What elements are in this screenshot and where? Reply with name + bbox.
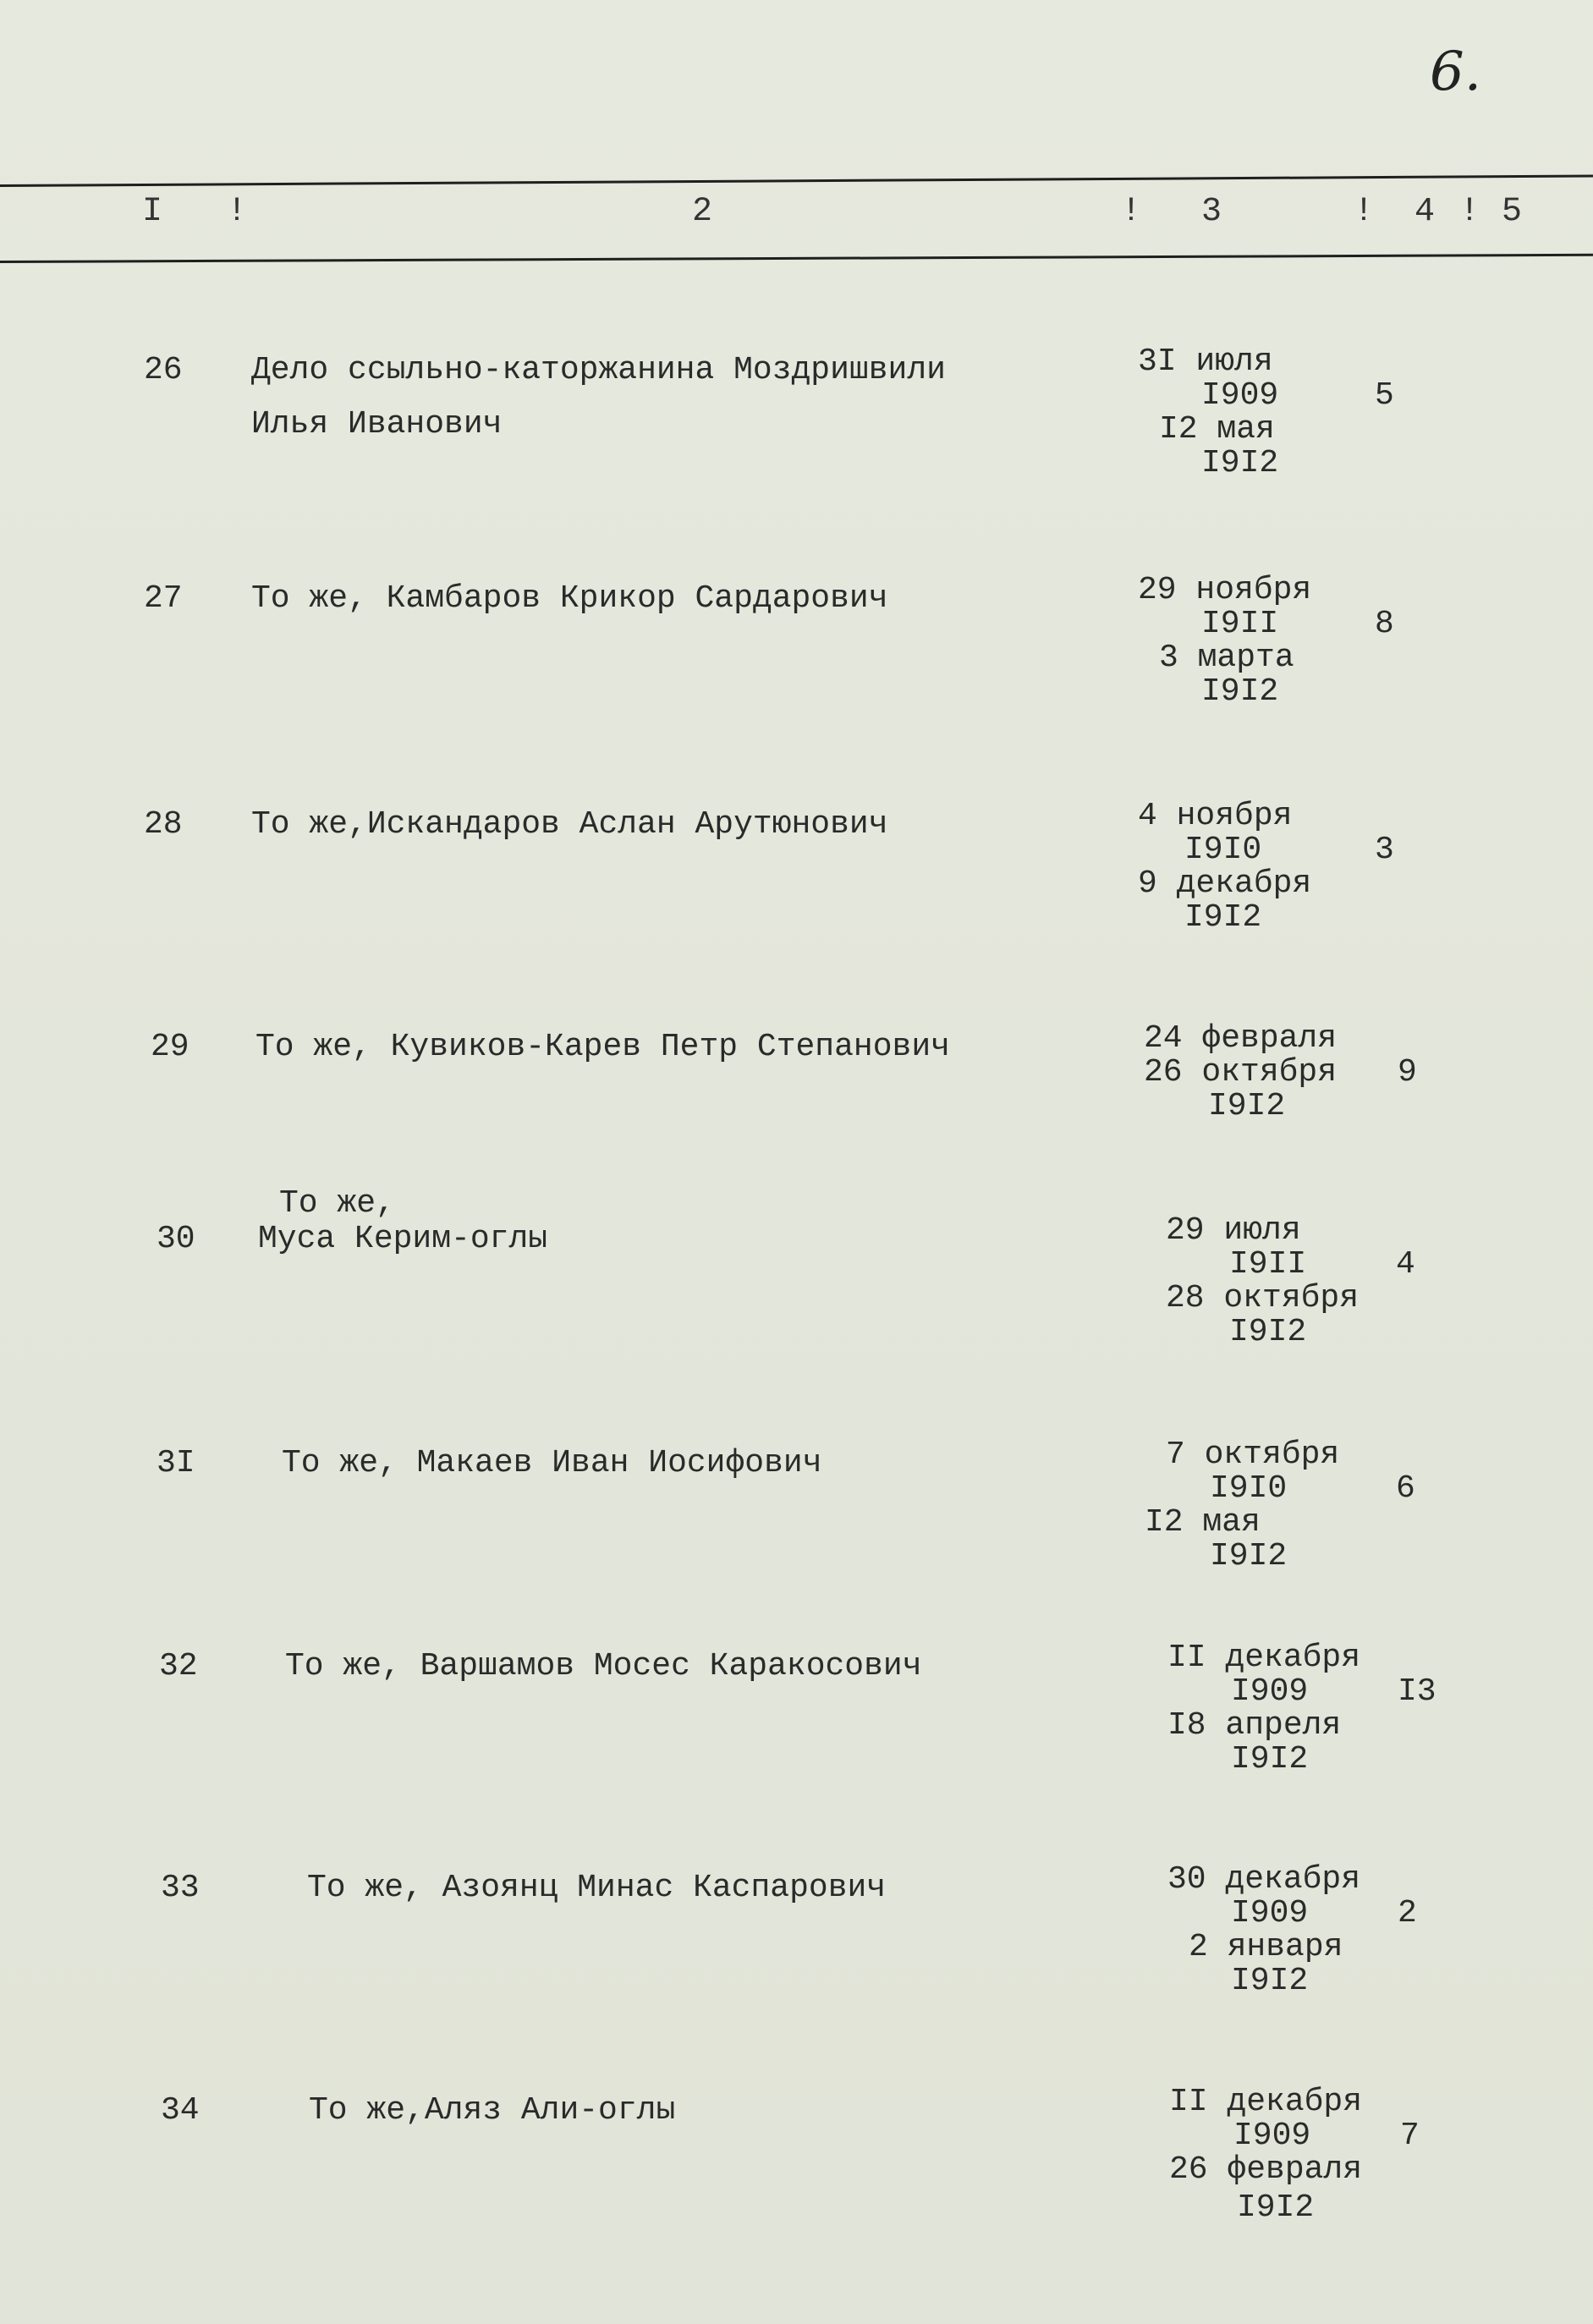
row-description: То же,Аляз Али-оглы (309, 2092, 676, 2129)
row-count: 5 (1375, 377, 1394, 414)
row-number: 33 (161, 1870, 200, 1906)
row-date-line: 4 ноября (1138, 798, 1293, 834)
header-rule-bottom (0, 254, 1593, 263)
header-col-1: I (142, 193, 163, 231)
row-number: 3I (157, 1445, 195, 1481)
header-separator: ! (1354, 193, 1375, 231)
row-date-line: II декабря (1167, 1640, 1361, 1676)
row-date-line: I909 (1231, 1673, 1309, 1710)
row-number: 27 (144, 580, 183, 617)
row-date-line: I9I0 (1210, 1470, 1288, 1507)
row-number: 26 (144, 352, 183, 388)
row-date-line: I2 мая (1159, 411, 1275, 448)
row-description: То же,Искандаров Аслан Арутюнович (251, 806, 888, 843)
row-date-line: I9I2 (1184, 899, 1262, 936)
row-date-line: I9II (1201, 606, 1279, 642)
row-number: 32 (159, 1648, 198, 1684)
header-col-3: 3 (1201, 193, 1222, 231)
row-date-line: I2 мая (1145, 1504, 1261, 1541)
row-number: 29 (151, 1029, 190, 1065)
row-description: Дело ссыльно-каторжанина Моздришвили (251, 352, 946, 388)
row-count: 9 (1398, 1054, 1417, 1091)
row-count: 7 (1400, 2118, 1420, 2154)
row-date-line: 24 февраля (1144, 1020, 1338, 1057)
row-date-line: I9I2 (1208, 1088, 1286, 1124)
row-date-line: 3I июля (1138, 343, 1273, 380)
page-number: 6. (1430, 41, 1482, 103)
row-date-line: I909 (1201, 377, 1279, 414)
row-date-line: 29 ноября (1138, 572, 1312, 608)
row-date-line: 9 декабря (1138, 865, 1312, 902)
row-date-line: 30 декабря (1167, 1861, 1361, 1898)
header-col-5: 5 (1502, 193, 1523, 231)
row-count: 6 (1396, 1470, 1415, 1507)
header-rule-top (0, 174, 1593, 187)
row-date-line: I9I2 (1210, 1538, 1288, 1574)
header-separator: ! (1121, 193, 1142, 231)
row-date-line: I9I2 (1201, 673, 1279, 710)
header-col-4: 4 (1414, 193, 1436, 231)
row-date-line: 26 октября (1144, 1054, 1338, 1091)
row-date-line: I9I2 (1237, 2189, 1315, 2226)
row-date-line: 29 июля (1166, 1212, 1301, 1249)
header-separator: ! (1459, 193, 1480, 231)
row-description: Муса Керим-оглы (258, 1221, 548, 1257)
row-description-line2: Илья Иванович (251, 406, 503, 442)
row-date-line: 28 октября (1166, 1280, 1360, 1316)
row-description: То же, Азоянц Минас Каспарович (307, 1870, 887, 1906)
row-description: То же, Варшамов Мосес Каракосович (285, 1648, 922, 1684)
row-date-line: 26 февраля (1169, 2151, 1363, 2188)
row-description: То же, Кувиков-Карев Петр Степанович (255, 1029, 950, 1065)
row-count: 2 (1398, 1895, 1417, 1931)
row-date-line: I8 апреля (1167, 1707, 1342, 1744)
row-date-line: I9I2 (1229, 1314, 1307, 1350)
row-date-line: 7 октября (1166, 1437, 1340, 1473)
row-date-line: II декабря (1169, 2084, 1363, 2120)
row-number: 30 (157, 1221, 195, 1257)
row-number: 28 (144, 806, 183, 843)
row-description-prefix: То же, (279, 1185, 395, 1222)
row-date-line: I909 (1231, 1895, 1309, 1931)
row-description: То же, Камбаров Крикор Сардарович (251, 580, 888, 617)
row-date-line: 3 марта (1159, 640, 1294, 676)
header-separator: ! (227, 193, 248, 231)
header-col-2: 2 (692, 193, 713, 231)
row-description: То же, Макаев Иван Иосифович (282, 1445, 822, 1481)
row-date-line: I9I0 (1184, 832, 1262, 868)
row-count: 4 (1396, 1246, 1415, 1283)
row-count: I3 (1398, 1673, 1436, 1710)
row-date-line: I9I2 (1231, 1963, 1309, 1999)
row-date-line: I909 (1233, 2118, 1311, 2154)
row-count: 3 (1375, 832, 1394, 868)
row-date-line: I9I2 (1231, 1741, 1309, 1777)
row-date-line: 2 января (1189, 1929, 1343, 1965)
row-date-line: I9I2 (1201, 445, 1279, 481)
row-number: 34 (161, 2092, 200, 2129)
row-count: 8 (1375, 606, 1394, 642)
row-date-line: I9II (1229, 1246, 1307, 1283)
